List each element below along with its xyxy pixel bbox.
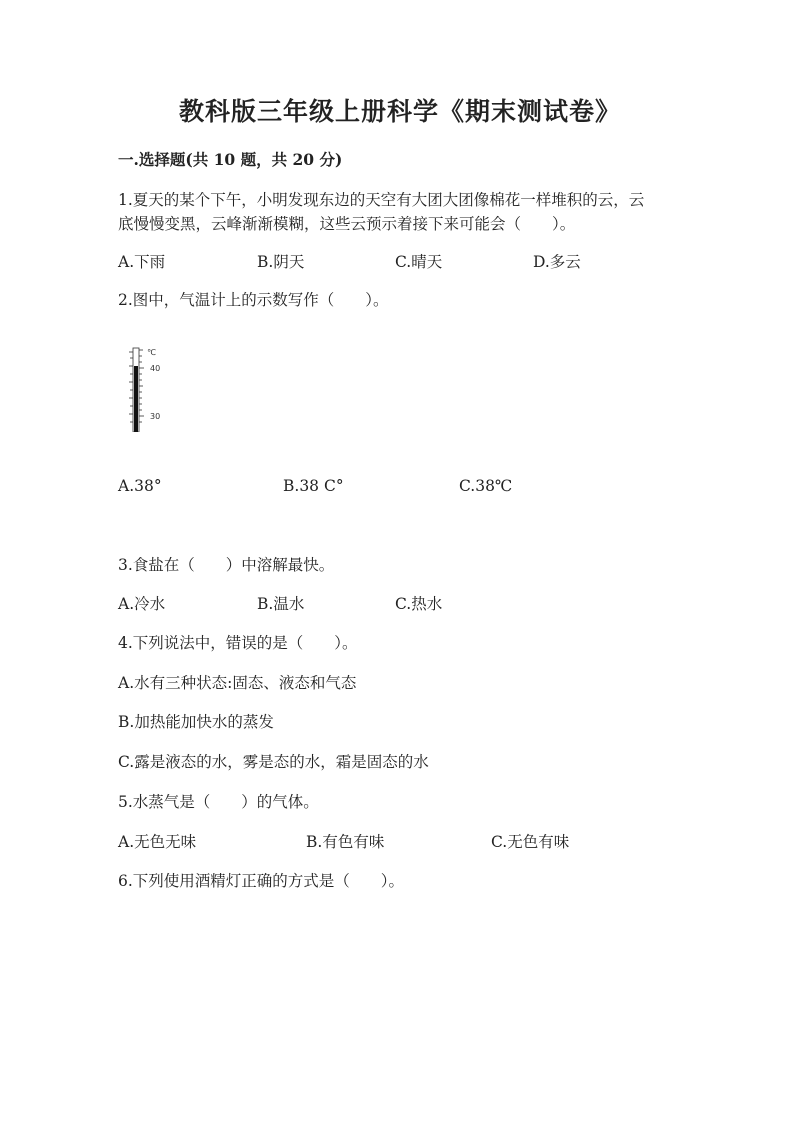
thermometer-unit-label: ℃	[147, 348, 156, 357]
question-3-option-c[interactable]: C.热水	[395, 595, 443, 613]
question-2-option-c[interactable]: C.38℃	[459, 477, 513, 495]
question-4-option-c[interactable]: C.露是液态的水，雾是态的水，霜是固态的水	[118, 753, 429, 771]
question-3-option-a[interactable]: A.冷水	[118, 595, 166, 613]
question-1-line-2: 底慢慢变黑，云峰渐渐模糊，这些云预示着接下来可能会（ ）。	[118, 215, 576, 233]
thermometer-icon	[129, 348, 144, 432]
question-2-option-b[interactable]: B.38 C°	[283, 477, 344, 495]
question-1-option-c[interactable]: C.晴天	[395, 253, 443, 271]
thermometer-tick-40: 40	[150, 364, 161, 373]
question-1-option-a[interactable]: A.下雨	[118, 253, 166, 271]
page-title: 教科版三年级上册科学《期末测试卷》	[178, 97, 621, 126]
question-1-option-d[interactable]: D.多云	[533, 253, 581, 271]
question-4-text: 4.下列说法中，错误的是（ ）。	[118, 634, 358, 652]
question-5-option-b[interactable]: B.有色有味	[306, 833, 385, 851]
question-5-option-c[interactable]: C.无色有味	[491, 833, 570, 851]
question-1-line-1: 1.夏天的某个下午，小明发现东边的天空有大团大团像棉花一样堆积的云，云	[118, 191, 645, 209]
question-5-text: 5.水蒸气是（ ）的气体。	[118, 793, 319, 811]
question-3-text: 3.食盐在（ ）中溶解最快。	[118, 556, 335, 574]
question-2-option-a[interactable]: A.38°	[118, 477, 162, 495]
question-5-option-a[interactable]: A.无色无味	[118, 833, 197, 851]
question-1-option-b[interactable]: B.阴天	[257, 253, 305, 271]
question-4-option-a[interactable]: A.水有三种状态:固态、液态和气态	[118, 674, 357, 692]
section-heading: 一.选择题(共 10 题，共 20 分)	[118, 150, 343, 169]
question-2-text: 2.图中，气温计上的示数写作（ ）。	[118, 291, 389, 309]
thermometer-figure	[126, 346, 170, 432]
question-6-text: 6.下列使用酒精灯正确的方式是（ ）。	[118, 872, 405, 890]
question-3-option-b[interactable]: B.温水	[257, 595, 305, 613]
question-4-option-b[interactable]: B.加热能加快水的蒸发	[118, 713, 274, 731]
thermometer-tick-30: 30	[150, 412, 161, 421]
